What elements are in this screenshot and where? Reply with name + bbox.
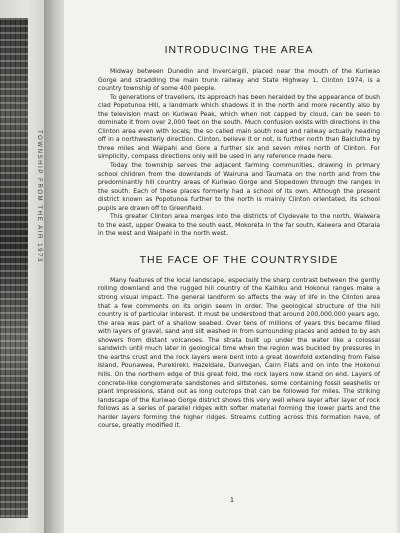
page-content xyxy=(98,44,380,431)
page-edge xyxy=(395,0,400,533)
paragraph: To generations of travellers, its approach has been heralded by the appearance of bush clad Popotunoa Hill, a landmark which shadows it in the north and more recently also by the television mast on Kuriwao Peak, which when not capped by cloud, can be seen to dominate it from over 2,000 feet on the south. Much confusion exists with directions in the Clinton area even with locals; the so called main south road and railway actually heading off in a northwesterly direction. Clinton, believe it or not, is further north than Balclutha by three miles and Waipahi and Gore a further six and seven miles north of Clinton. For simplicity, compass directions only will be used in any reference made here. xyxy=(98,93,380,161)
paragraph: This greater Clinton area merges into the districts of Clydevale to the north, Waiwera to the east, upper Owaka to the south east, Mokoreta in the far south, Kaiwera and Otaraia in the west and Waipahi in the north west. xyxy=(98,213,380,238)
paragraph: Today the township serves the adjacent farming communities, drawing in primary school children from the downlands of Wairuna and Taumata on the north and from the predominantly hill country areas of Kuriwao Gorge and Slopedown through the ranges in the south. Each of these places formerly had a school of its own. Although the present district known as Popotunoa further to the north is mainly Clinton orientated, its school pupils are drawn off to Greenfield. xyxy=(98,162,380,212)
section-heading-introducing: INTRODUCING THE AREA xyxy=(164,44,314,56)
photo-caption: TOWNSHIP FROM THE AIR 1973 xyxy=(36,130,42,263)
paragraph: Midway between Dunedin and Invercargill, placed near the mouth of the Kuriwao Gorge and straddling the main trunk railway and State Highway 1, Clinton 1974, is a country township of some 400 people. xyxy=(98,68,380,93)
right-page xyxy=(64,0,400,533)
page-number: 1 xyxy=(230,497,234,504)
section-heading-countryside: THE FACE OF THE COUNTRYSIDE xyxy=(139,253,339,266)
photo-caption-container xyxy=(30,130,44,430)
left-facing-page xyxy=(0,0,44,533)
paragraph: Many features of the local landscape, especially the sharp contrast between the gently rolling downland and the rugged hill country of the Kaihiku and Hokonui ranges make a strong visual impact. The general landform so affects the way of life in the Clinton area that a few comments on its origin seem in order. The geological structure of the hill country is of particular interest. It must be understood that around 200,000,000 years ago, the area was part of a shallow seabed. Over tens of millions of years this became filled with layers of gravel, sand and silt washed in from surrounding places and added to by ash showers from distant volcanoes. The strata built up under the water like a colossal sandwich until much later in geological time when the region was buckled by pressures in the earths crust and the rock layers were bent into a great downfold extending from False Island, Pounawea, Purekireki, Hazeldale, Dunvegan, Cairn Flats and on into the Hokonui hills. On the northern edge of this great fold, the rock layers now stand on end. Layers of concrete-like conglomerate sandstones and siltstones, some containing fossil seashells or plant impressions, stand out as long outcrops that can be followed for miles. The striking landscape of the Kuriwao Gorge district shows this very well where layer after layer of rock follows as a series of parallel ridges with softer material forming the lower parts and the harder layers forming the higher ridges. Streams cutting across this formation have, of course, greatly modified it. xyxy=(98,276,380,430)
aerial-photo-image xyxy=(0,18,28,518)
